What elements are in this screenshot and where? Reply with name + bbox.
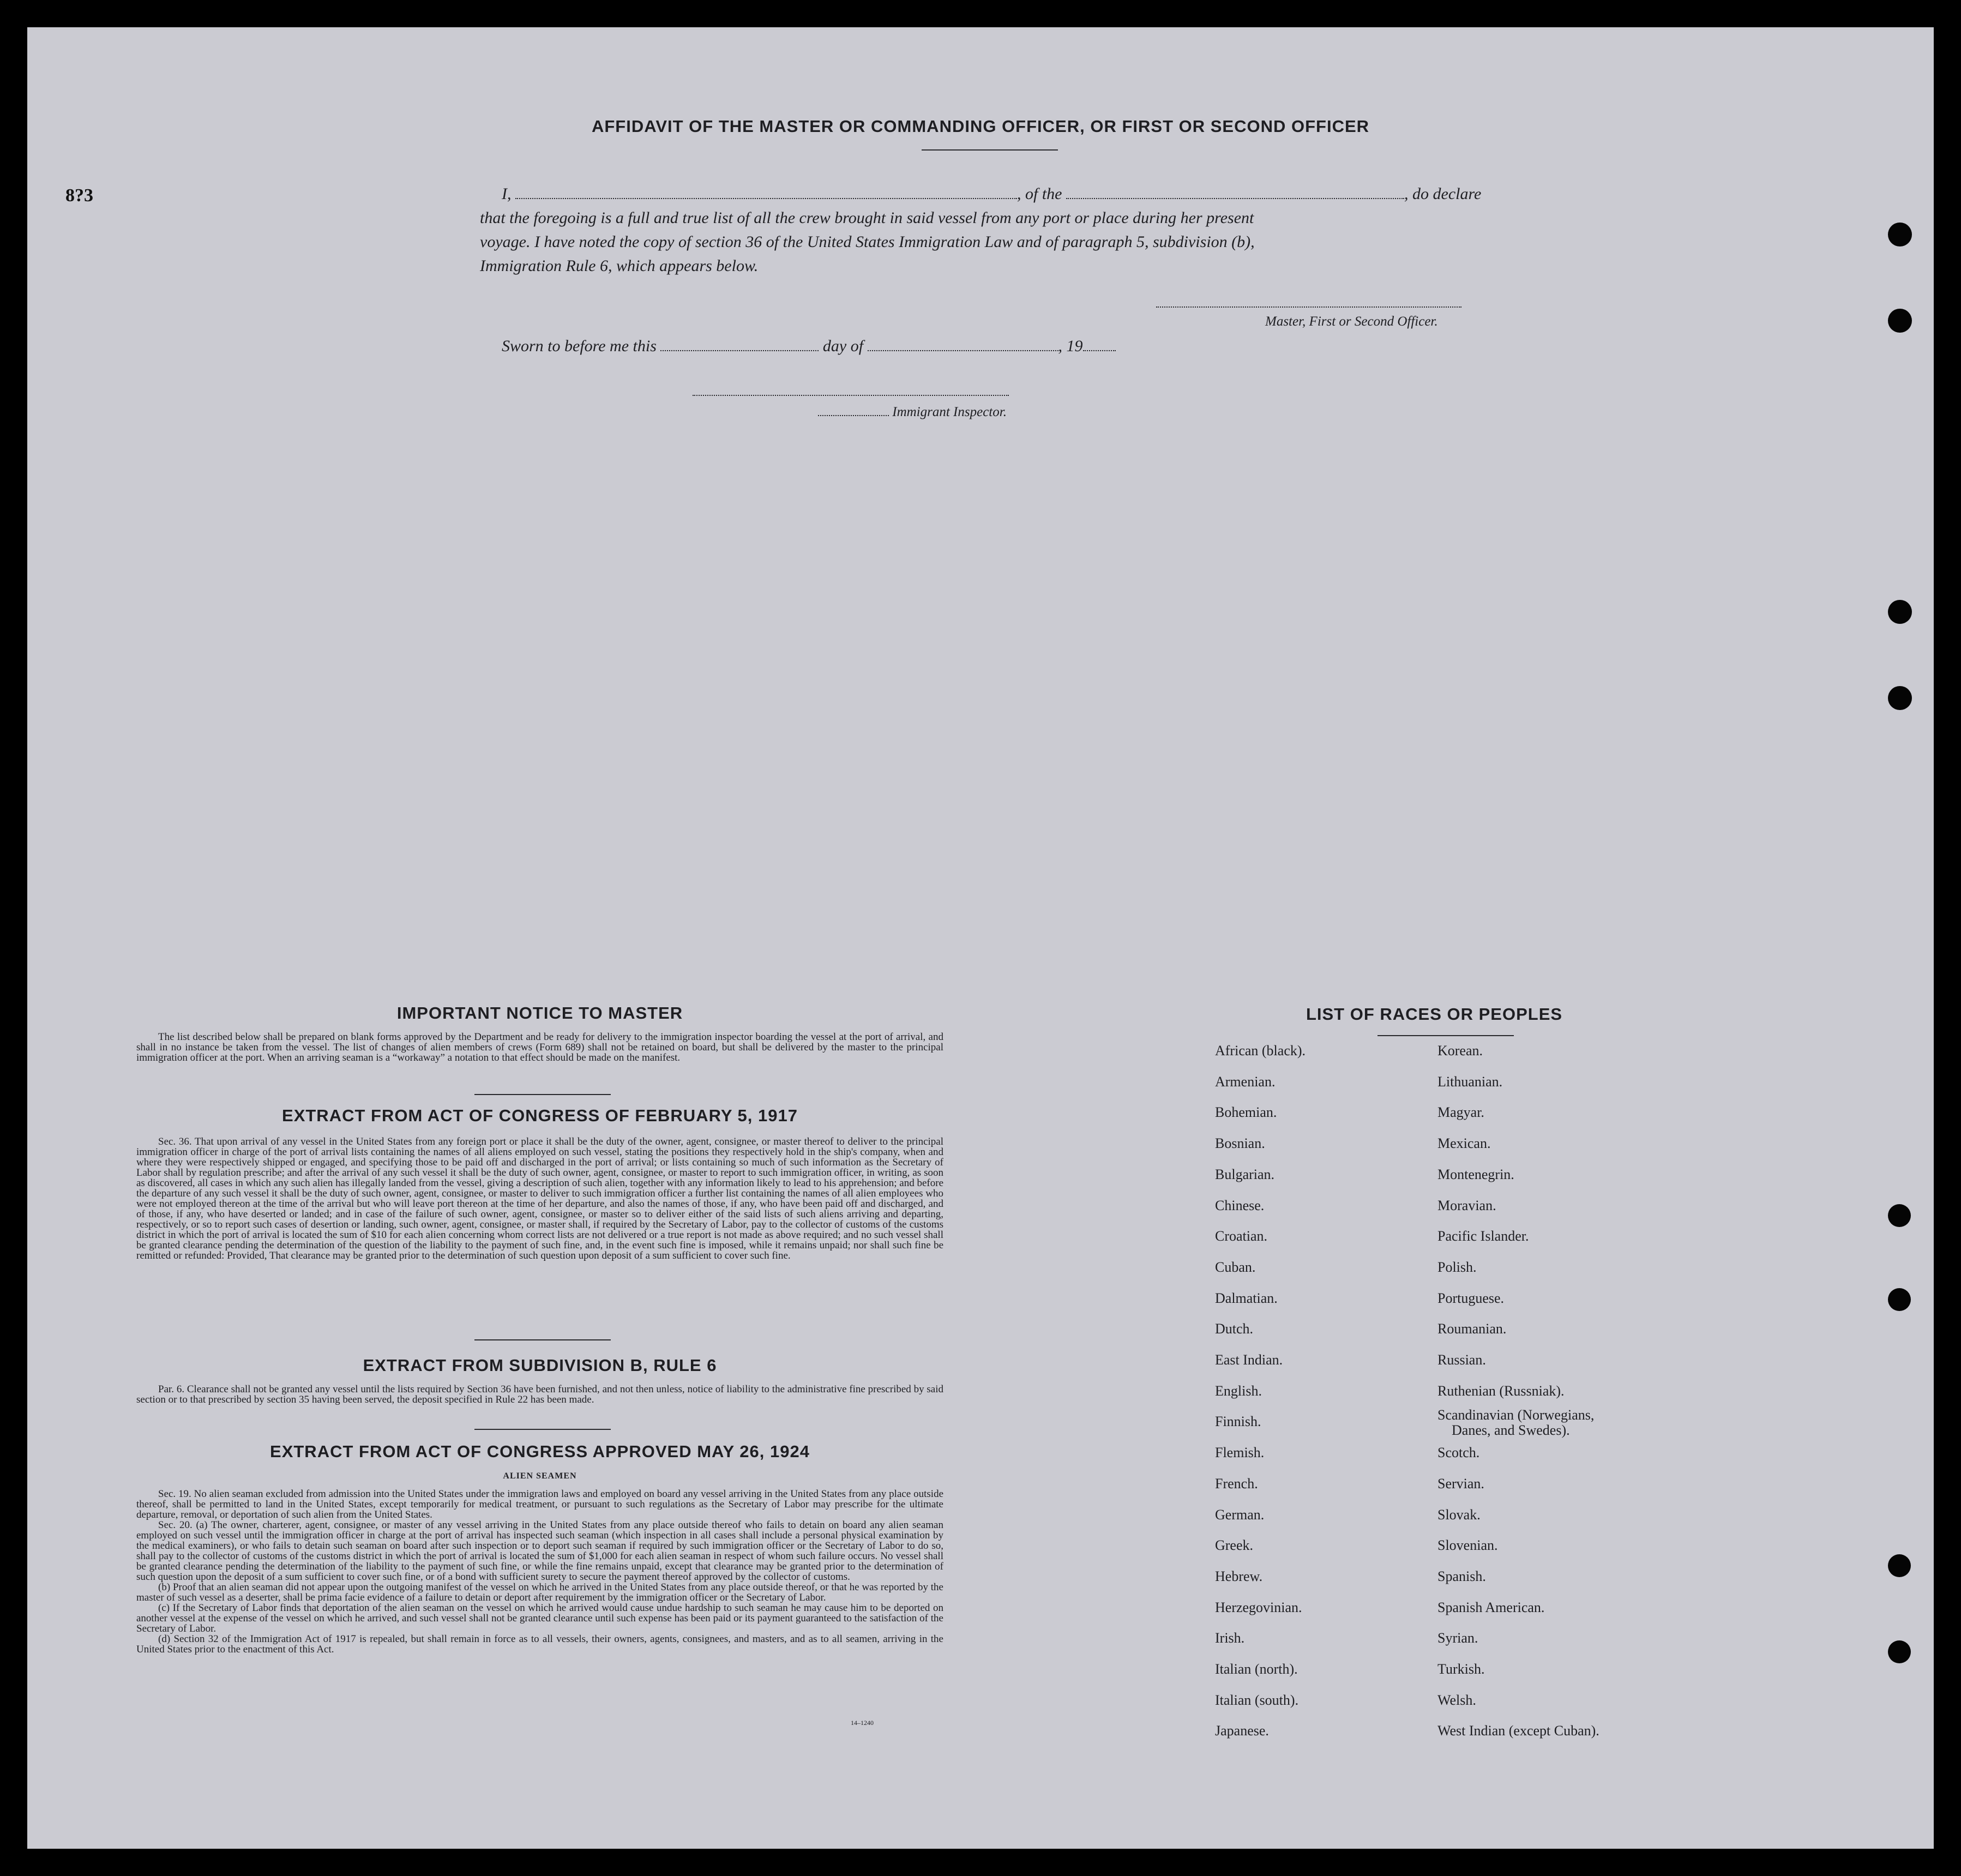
race-item: German. bbox=[1215, 1507, 1265, 1523]
race-item: Syrian. bbox=[1437, 1630, 1478, 1646]
binder-hole bbox=[1888, 309, 1912, 333]
race-item: West Indian (except Cuban). bbox=[1437, 1723, 1599, 1739]
sworn-label: Sworn to before me this bbox=[502, 337, 657, 355]
inspector-signature-field[interactable] bbox=[693, 395, 1009, 396]
binder-hole bbox=[1888, 1204, 1911, 1227]
race-item: Finnish. bbox=[1215, 1414, 1261, 1429]
binder-hole bbox=[1888, 1288, 1911, 1311]
race-item: Dutch. bbox=[1215, 1321, 1254, 1337]
race-item: African (black). bbox=[1215, 1043, 1306, 1059]
races-title: LIST OF RACES OR PEOPLES bbox=[1306, 1005, 1563, 1024]
race-item: Italian (south). bbox=[1215, 1692, 1299, 1708]
binder-hole bbox=[1888, 1554, 1911, 1577]
sec20a-text: Sec. 20. (a) The owner, charterer, agent, consignee, or master of any vessel arriving in the United States from any place outside thereof who fails to detain on board any alien seaman employed on such vessel until the immigration officer in charge at the port of arrival has inspected such seaman (which inspection in all cases shall include a personal physical examination by the medical examiners), or who fails to detain such seaman on board after such inspection or to deport such seaman if required by such immigration officer or the Secretary of Labor to do so, shall pay to the collector of customs of the customs district in which the port of arrival is located the sum of $1,000 for each alien seaman in respect of whom such failure occurs. No vessel shall be granted clearance pending the determination of the liability to the payment of such fine, or while the fine remains unpaid, except that clearance may be granted prior to the determination of such question upon the deposit of a sum sufficient to cover such fine, or of a bond with sufficient surety to secure the payment thereof approved by the collector of customs. bbox=[136, 1519, 943, 1583]
do-declare-label: , do declare bbox=[1404, 185, 1482, 203]
race-item: Polish. bbox=[1437, 1259, 1477, 1275]
races-right-column bbox=[1437, 1043, 1667, 1773]
races-left-column bbox=[1215, 1043, 1422, 1773]
race-item: Scandinavian (Norwegians, bbox=[1437, 1407, 1595, 1423]
race-item: Pacific Islander. bbox=[1437, 1228, 1529, 1244]
sworn-day-field[interactable] bbox=[660, 350, 819, 351]
extract-1924-body bbox=[136, 1489, 943, 1655]
document-page bbox=[27, 27, 1934, 1849]
declaration-line-4: Immigration Rule 6, which appears below. bbox=[480, 257, 759, 275]
extract-1924-title: EXTRACT FROM ACT OF CONGRESS APPROVED MAY 26, 1924 bbox=[270, 1442, 810, 1461]
race-item: Bosnian. bbox=[1215, 1135, 1265, 1151]
race-item: Moravian. bbox=[1437, 1198, 1496, 1213]
margin-mark: 8?3 bbox=[65, 185, 93, 206]
race-item: Magyar. bbox=[1437, 1104, 1484, 1120]
title-divider bbox=[922, 149, 1058, 151]
race-item: Spanish. bbox=[1437, 1568, 1486, 1584]
extract-1917-body bbox=[136, 1137, 943, 1261]
race-item: French. bbox=[1215, 1476, 1258, 1492]
race-item: Roumanian. bbox=[1437, 1321, 1507, 1337]
extract-1917-title: EXTRACT FROM ACT OF CONGRESS OF FEBRUARY 5, 1917 bbox=[282, 1106, 798, 1125]
binder-hole bbox=[1888, 686, 1912, 710]
inspector-label: Immigrant Inspector. bbox=[892, 405, 1007, 419]
sec20d-text: (d) Section 32 of the Immigration Act of 1917 is repealed, but shall remain in force as to all vessels, their owners, agents, consignees, and masters, and as to all seamen, arriving in the United States prior to the enactment of this Act. bbox=[136, 1633, 943, 1655]
notice-divider bbox=[474, 1094, 611, 1095]
race-item: East Indian. bbox=[1215, 1352, 1283, 1368]
race-item: Irish. bbox=[1215, 1630, 1245, 1646]
declaration-line-3: voyage. I have noted the copy of section 36 of the United States Immigration Law and of paragraph 5, subdivision (b), bbox=[480, 233, 1255, 251]
race-item: Japanese. bbox=[1215, 1723, 1269, 1739]
vessel-name-field[interactable] bbox=[1066, 198, 1404, 199]
race-item: Ruthenian (Russniak). bbox=[1437, 1383, 1565, 1399]
race-item: Bohemian. bbox=[1215, 1104, 1277, 1120]
extract-rule6-body bbox=[136, 1384, 943, 1405]
race-item: Russian. bbox=[1437, 1352, 1486, 1368]
sec19-text: Sec. 19. No alien seaman excluded from admission into the United States under the immigration laws and employed on board any vessel arriving in the United States from any place outside thereof, shall be permitted to land in the United States, except temporarily for medical treatment, or pursuant to such regulations as the Secretary of Labor may prescribe for the ultimate departure, removal, or deportation of such alien from the United States. bbox=[136, 1488, 943, 1520]
race-item: Greek. bbox=[1215, 1537, 1254, 1553]
race-item: Chinese. bbox=[1215, 1198, 1265, 1213]
race-item: Slovenian. bbox=[1437, 1537, 1498, 1553]
race-item: Italian (north). bbox=[1215, 1661, 1298, 1677]
binder-hole bbox=[1888, 600, 1912, 624]
binder-hole bbox=[1888, 223, 1912, 246]
race-item: Montenegrin. bbox=[1437, 1167, 1514, 1182]
race-item: Welsh. bbox=[1437, 1692, 1476, 1708]
race-item: English. bbox=[1215, 1383, 1262, 1399]
race-item-continuation: Danes, and Swedes). bbox=[1437, 1422, 1570, 1438]
race-item: Korean. bbox=[1437, 1043, 1483, 1059]
race-item: Turkish. bbox=[1437, 1661, 1485, 1677]
sec20b-text: (b) Proof that an alien seaman did not appear upon the outgoing manifest of the vessel on which he arrived in the United States from any place outside thereof, or that he was reported by the master of such vessel as a deserter, shall be prima facie evidence of a failure to detain or deport after requirement by the immigration officer or the Secretary of Labor. bbox=[136, 1582, 943, 1603]
day-of-label: day of bbox=[822, 337, 864, 355]
alien-seamen-subtitle: ALIEN SEAMEN bbox=[503, 1471, 577, 1481]
race-item: Dalmatian. bbox=[1215, 1290, 1278, 1306]
form-number: 14–1240 bbox=[851, 1719, 874, 1727]
extract-1917-divider bbox=[474, 1339, 611, 1340]
race-item: Servian. bbox=[1437, 1476, 1484, 1492]
declaration-line-1 bbox=[502, 182, 1549, 206]
race-item: Spanish American. bbox=[1437, 1600, 1545, 1615]
race-item: Slovak. bbox=[1437, 1507, 1481, 1523]
affidavit-declaration bbox=[480, 182, 1549, 278]
race-item: Bulgarian. bbox=[1215, 1167, 1275, 1182]
race-item: Flemish. bbox=[1215, 1445, 1265, 1460]
year-label: , 19 bbox=[1058, 337, 1083, 355]
race-item: Mexican. bbox=[1437, 1135, 1491, 1151]
race-item: Hebrew. bbox=[1215, 1568, 1263, 1584]
race-item: Portuguese. bbox=[1437, 1290, 1505, 1306]
notice-body bbox=[136, 1032, 943, 1063]
binder-hole bbox=[1888, 1640, 1911, 1663]
declaration-line-2: that the foregoing is a full and true list of all the crew brought in said vessel from any port or place during her present bbox=[480, 209, 1254, 227]
extract-rule6-divider bbox=[474, 1429, 611, 1430]
master-signature-field[interactable] bbox=[1156, 306, 1461, 308]
race-item: Armenian. bbox=[1215, 1074, 1276, 1090]
i-label: I, bbox=[502, 185, 512, 203]
inspector-name-field[interactable] bbox=[818, 415, 889, 416]
race-item: Croatian. bbox=[1215, 1228, 1268, 1244]
of-the-label: , of the bbox=[1017, 185, 1062, 203]
race-item: Lithuanian. bbox=[1437, 1074, 1503, 1090]
extract-1917-text: Sec. 36. That upon arrival of any vessel in the United States from any foreign port or place it shall be the duty of the owner, agent, consignee, or master thereof to deliver to the principal immigration officer in charge of the port of arrival lists containing the names of all aliens employed on such vessel, stating the positions they respectively hold in the ship's company, when and where they were respectively shipped or engaged, and specifying those to be paid off and discharged in the port of arrival; or lists containing so much of such information as the Secretary of Labor shall by regulation prescribe; and after the arrival of any such vessel it shall be the duty of such owner, agent, consignee, or master to report to such immigration officer, in writing, as soon as discovered, all cases in which any such alien has illegally landed from the vessel, giving a description of such alien, together with any information likely to lead to his apprehension; and before the departure of any such vessel it shall be the duty of such owner, agent, consignee, or master to deliver to such immigration officer a further list containing the names of all alien employees who were not employed thereon at the time of the arrival but who will leave port thereon at the time of her departure, and also the names of those, if any, who have been paid off and discharged, and of those, if any, who have deserted or landed; and in case of the failure of such owner, agent, consignee, or master so to deliver either of the said lists of such aliens arriving and departing, respectively, or so to report such cases of desertion or landing, such owner, agent, consignee, or master shall, if required by the Secretary of Labor, pay to the collector of customs of the customs district in which the port of arrival is located the sum of $10 for each alien concerning whom correct lists are not delivered or a true report is not made as above required; and no such vessel shall be granted clearance pending the determination of the question of the liability to the payment of such fine, and, in the event such fine is imposed, while it remains unpaid; nor shall such fine be remitted or refunded: Provided, That clearance may be granted prior to the determination of such question upon deposit of a sum sufficient to cover such fine. bbox=[136, 1136, 943, 1261]
sworn-month-field[interactable] bbox=[868, 350, 1058, 351]
extract-rule6-text: Par. 6. Clearance shall not be granted any vessel until the lists required by Section 36 have been furnished, and not then unless, notice of liability to the administrative fine prescribed by said section or to that prescribed by section 35 having been served, the deposit specified in Rule 22 has been made. bbox=[136, 1384, 943, 1405]
sworn-year-field[interactable] bbox=[1083, 350, 1116, 351]
master-signature-label: Master, First or Second Officer. bbox=[1265, 314, 1438, 329]
notice-text: The list described below shall be prepared on blank forms approved by the Department and be ready for delivery to the immigration inspector boarding the vessel at the port of arrival, and shall in no instance be taken from the vessel. The list of changes of alien members of crews (Form 689) shall not be retained on board, but shall be delivered by the master to the principal immigration officer at the port. When an arriving seaman is a “workaway” a notation to that effect should be made on the manifest. bbox=[136, 1031, 943, 1063]
officer-name-field[interactable] bbox=[515, 198, 1017, 199]
affidavit-title: AFFIDAVIT OF THE MASTER OR COMMANDING OFFICER, OR FIRST OR SECOND OFFICER bbox=[591, 117, 1370, 136]
notice-title: IMPORTANT NOTICE TO MASTER bbox=[396, 1003, 683, 1023]
races-divider bbox=[1377, 1035, 1514, 1036]
sworn-line bbox=[502, 337, 1116, 356]
race-item: Cuban. bbox=[1215, 1259, 1256, 1275]
race-item: Herzegovinian. bbox=[1215, 1600, 1302, 1615]
race-item: Scotch. bbox=[1437, 1445, 1480, 1460]
extract-rule6-title: EXTRACT FROM SUBDIVISION B, RULE 6 bbox=[363, 1356, 717, 1375]
inspector-line bbox=[818, 405, 1007, 420]
sec20c-text: (c) If the Secretary of Labor finds that deportation of the alien seaman on the vessel on which he arrived would cause undue hardship to such seaman he may cause him to be deported on another vessel at the expense of the vessel on which he arrived, and such vessel shall not be granted clearance until such expense has been paid or its payment guaranteed to the satisfaction of the Secretary of Labor. bbox=[136, 1602, 943, 1634]
